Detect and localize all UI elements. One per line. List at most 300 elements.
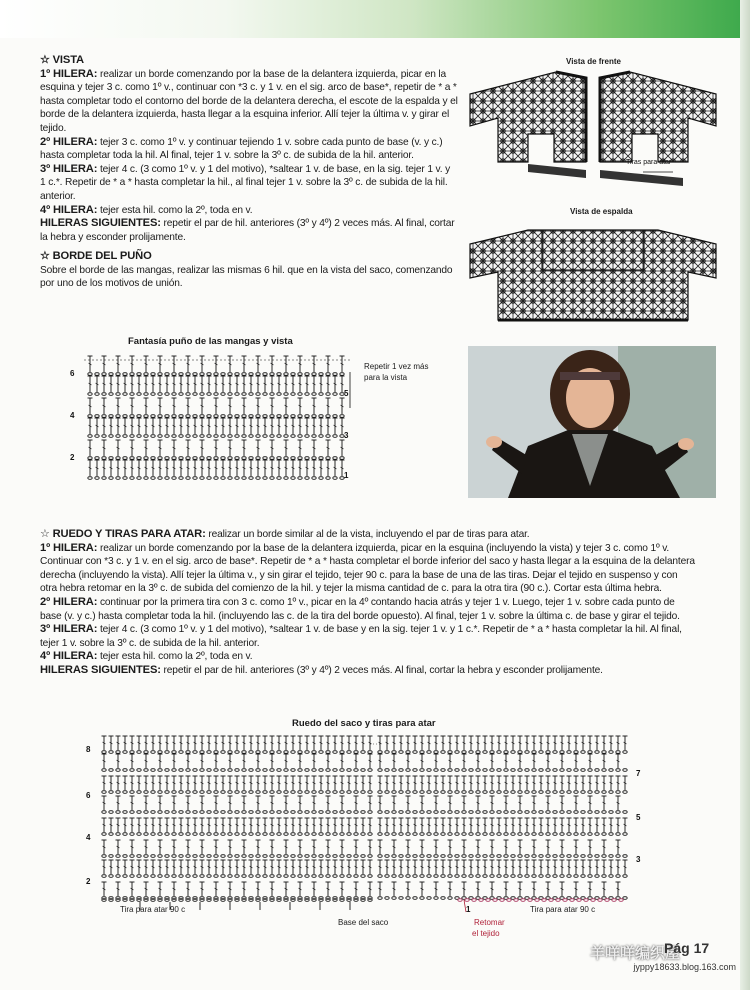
chain-stitch [179, 811, 183, 814]
chain-stitch [172, 435, 176, 438]
chain-stitch [137, 833, 141, 836]
chain-stitch [214, 477, 218, 480]
chain-stitch [144, 373, 148, 376]
chain-stitch [200, 393, 204, 396]
chain-stitch [574, 811, 578, 814]
chain-stitch [385, 811, 389, 814]
chain-stitch [605, 899, 609, 902]
chain-stitch [151, 373, 155, 376]
row-text: continuar por la primera tira con 3 c. como 1º v., picar en la 4º contando hacia atrás y tejer 1 v. Luego, tejer 1 v. sobre cada punto de base (v. y c.) hasta completar toda la hil. (incluyendo las c. de la tira del borde opuesto). Al final, tejer 1 v. sobre la última c. de base y girar el tejido. [40, 596, 680, 622]
chain-stitch [518, 875, 522, 878]
vista-heading [40, 54, 458, 68]
chain-stitch [312, 833, 316, 836]
chain-stitch [221, 899, 225, 902]
chain-stitch [609, 833, 613, 836]
chain-stitch [165, 875, 169, 878]
row-number-left: 4 [86, 833, 91, 842]
chain-stitch [483, 811, 487, 814]
chain-stitch [130, 457, 134, 460]
chain-stitch [378, 833, 382, 836]
chain-stitch [200, 811, 204, 814]
chain-stitch [137, 751, 141, 754]
chain-stitch [298, 373, 302, 376]
chain-stitch [270, 477, 274, 480]
chain-stitch [413, 833, 417, 836]
chain-stitch [207, 373, 211, 376]
chain-stitch [186, 875, 190, 878]
chain-stitch [235, 875, 239, 878]
chain-stitch [165, 477, 169, 480]
chain-stitch [130, 899, 134, 902]
chain-stitch [277, 811, 281, 814]
chain-stitch [270, 769, 274, 772]
chain-stitch [392, 811, 396, 814]
chain-stitch [427, 769, 431, 772]
chain-stitch [504, 791, 508, 794]
chain-stitch [525, 855, 529, 858]
chain-stitch [235, 477, 239, 480]
chain-stitch [193, 457, 197, 460]
chain-stitch [602, 769, 606, 772]
chain-stitch [312, 855, 316, 858]
chain-stitch [228, 833, 232, 836]
chain-stitch [560, 875, 564, 878]
chain-stitch [137, 811, 141, 814]
cuff-chart-caption: Fantasía puño de las mangas y vista [128, 336, 293, 347]
chain-stitch [214, 415, 218, 418]
chain-stitch [385, 751, 389, 754]
chain-stitch [291, 899, 295, 902]
chain-stitch [574, 751, 578, 754]
chain-stitch [207, 457, 211, 460]
chain-stitch [326, 811, 330, 814]
chain-stitch [116, 833, 120, 836]
chain-stitch [256, 833, 260, 836]
chain-stitch [270, 833, 274, 836]
chain-stitch [497, 855, 501, 858]
chain-stitch [368, 791, 372, 794]
row-label: 4º HILERA: [40, 203, 98, 216]
chain-stitch [619, 899, 623, 902]
chain-stitch [368, 769, 372, 772]
puno-section [40, 250, 458, 291]
chain-stitch [235, 373, 239, 376]
chain-stitch [200, 415, 204, 418]
chain-stitch [546, 751, 550, 754]
chain-stitch [242, 457, 246, 460]
chain-stitch [504, 769, 508, 772]
chain-stitch [476, 769, 480, 772]
chain-stitch [609, 855, 613, 858]
back-view-schematic [468, 216, 718, 328]
chain-stitch [291, 811, 295, 814]
chain-stitch [130, 811, 134, 814]
chain-stitch [581, 855, 585, 858]
chain-stitch [420, 769, 424, 772]
chain-stitch [186, 833, 190, 836]
chain-stitch [186, 751, 190, 754]
chain-stitch [228, 875, 232, 878]
chain-stitch [427, 811, 431, 814]
chain-stitch [284, 751, 288, 754]
chain-stitch [172, 457, 176, 460]
chain-stitch [347, 811, 351, 814]
chain-stitch [284, 855, 288, 858]
chain-stitch [319, 751, 323, 754]
chain-stitch [270, 855, 274, 858]
chain-stitch [249, 751, 253, 754]
chain-stitch [242, 769, 246, 772]
chain-stitch [476, 811, 480, 814]
chain-stitch [455, 791, 459, 794]
chain-stitch [354, 875, 358, 878]
row-number-right: 1 [466, 905, 471, 914]
chain-stitch [256, 393, 260, 396]
chain-stitch [455, 833, 459, 836]
chain-stitch [483, 751, 487, 754]
chain-stitch [392, 833, 396, 836]
chain-stitch [553, 811, 557, 814]
chain-stitch [291, 791, 295, 794]
chain-stitch [420, 811, 424, 814]
chain-stitch [504, 855, 508, 858]
chain-stitch [130, 791, 134, 794]
chain-stitch [570, 899, 574, 902]
chain-stitch [235, 899, 239, 902]
row-number-right: 1 [344, 471, 349, 480]
chain-stitch [221, 833, 225, 836]
chain-stitch [242, 833, 246, 836]
chain-stitch [483, 791, 487, 794]
chain-stitch [462, 875, 466, 878]
chain-stitch [333, 435, 337, 438]
chain-stitch [179, 435, 183, 438]
chain-stitch [581, 833, 585, 836]
chain-stitch [347, 791, 351, 794]
chain-stitch [130, 833, 134, 836]
chain-stitch [563, 899, 567, 902]
chain-stitch [144, 751, 148, 754]
chain-stitch [235, 415, 239, 418]
chain-stitch [476, 833, 480, 836]
chain-stitch [137, 415, 141, 418]
chain-stitch [186, 415, 190, 418]
chain-stitch [347, 855, 351, 858]
chain-stitch [497, 769, 501, 772]
chain-stitch [165, 751, 169, 754]
chain-stitch [560, 833, 564, 836]
row-number-left: 6 [70, 369, 75, 378]
row-number-left: 2 [70, 453, 75, 462]
chain-stitch [249, 477, 253, 480]
chain-stitch [109, 373, 113, 376]
chain-stitch [574, 833, 578, 836]
chain-stitch [333, 791, 337, 794]
chain-stitch [123, 393, 127, 396]
chain-stitch [305, 791, 309, 794]
chain-stitch [609, 811, 613, 814]
chain-stitch [319, 477, 323, 480]
cuff-repeat-note-line2: para la vista [364, 373, 408, 382]
ruedo-row1 [40, 542, 696, 596]
chain-stitch [179, 457, 183, 460]
chain-stitch [263, 833, 267, 836]
chain-stitch [420, 855, 424, 858]
hem-chart-caption: Ruedo del saco y tiras para atar [292, 718, 436, 729]
chain-stitch [378, 811, 382, 814]
chain-stitch [158, 435, 162, 438]
chain-stitch [483, 769, 487, 772]
chain-stitch [490, 811, 494, 814]
chain-stitch [172, 791, 176, 794]
chain-stitch [102, 769, 106, 772]
chain-stitch [546, 855, 550, 858]
chain-stitch [602, 751, 606, 754]
chain-stitch [158, 875, 162, 878]
chain-stitch [539, 751, 543, 754]
chain-stitch [242, 435, 246, 438]
chain-stitch [186, 811, 190, 814]
chain-stitch [553, 855, 557, 858]
chain-stitch [312, 477, 316, 480]
chain-stitch [137, 457, 141, 460]
chain-stitch [462, 751, 466, 754]
chain-stitch [214, 791, 218, 794]
chain-stitch [305, 373, 309, 376]
chain-stitch [385, 769, 389, 772]
chain-stitch [109, 435, 113, 438]
chain-stitch [347, 899, 351, 902]
chain-stitch [525, 751, 529, 754]
chain-stitch [602, 791, 606, 794]
chain-stitch [441, 791, 445, 794]
chain-stitch [483, 875, 487, 878]
chain-stitch [539, 769, 543, 772]
chain-stitch [165, 833, 169, 836]
chain-stitch [200, 435, 204, 438]
chain-stitch [312, 435, 316, 438]
chain-stitch [298, 791, 302, 794]
chain-stitch [399, 769, 403, 772]
chain-stitch [263, 811, 267, 814]
page-spine-edge [740, 0, 750, 990]
row-text: realizar un borde comenzando por la base de la delantera izquierda, picar en la esquina (incluyendo la vista) y tejer 3 c. como 1º v. Continuar con *3 c. y 1 v. en el sig. arco de base*. Repetir de * a * hasta completar el borde inferior del saco y hasta llegar a la esquina de la delantera derecha (incluyendo la vista). Allí tejer la última v., y sin girar el tejido, tejer 90 c. para la base de una de las tiras. Dejar el tejido en suspenso y con otra hebra retomar en la 3º c. de subida del comienzo de la hil. y tejer la misma cantidad de c. para la otra tira (90 c.). Cortar esta última hebra. [40, 542, 695, 595]
chain-stitch [326, 435, 330, 438]
chain-stitch [581, 791, 585, 794]
chain-stitch [361, 769, 365, 772]
chain-stitch [581, 769, 585, 772]
chain-stitch [532, 833, 536, 836]
chain-stitch [151, 875, 155, 878]
chain-stitch [521, 899, 525, 902]
chain-stitch [623, 833, 627, 836]
chain-stitch [378, 897, 382, 900]
chain-stitch [546, 791, 550, 794]
chain-stitch [179, 393, 183, 396]
chain-stitch [385, 897, 389, 900]
chain-stitch [263, 435, 267, 438]
chain-stitch [623, 897, 627, 900]
chain-stitch [305, 833, 309, 836]
chain-stitch [207, 751, 211, 754]
chain-stitch [102, 899, 106, 902]
chain-stitch [567, 791, 571, 794]
chain-stitch [172, 769, 176, 772]
hem-stitch-chart [80, 734, 660, 920]
chain-stitch [340, 811, 344, 814]
chain-stitch [354, 833, 358, 836]
chain-stitch [116, 751, 120, 754]
chain-stitch [102, 875, 106, 878]
chain-stitch [193, 769, 197, 772]
chain-stitch [413, 811, 417, 814]
chain-stitch [123, 833, 127, 836]
front-view-caption: Vista de frente [566, 57, 621, 66]
chain-stitch [326, 833, 330, 836]
chain-stitch [130, 373, 134, 376]
chain-stitch [602, 811, 606, 814]
chain-stitch [151, 791, 155, 794]
chain-stitch [347, 833, 351, 836]
chain-stitch [242, 393, 246, 396]
chain-stitch [312, 811, 316, 814]
chain-stitch [326, 855, 330, 858]
chain-stitch [116, 855, 120, 858]
chain-stitch [319, 435, 323, 438]
chain-stitch [616, 833, 620, 836]
chain-stitch [200, 833, 204, 836]
chain-stitch [333, 393, 337, 396]
ruedo-title: RUEDO Y TIRAS PARA ATAR: [52, 528, 206, 540]
chain-stitch [458, 899, 462, 902]
chain-stitch [144, 791, 148, 794]
chain-stitch [567, 751, 571, 754]
chain-stitch [95, 393, 99, 396]
chain-stitch [462, 791, 466, 794]
chain-stitch [518, 791, 522, 794]
chain-stitch [378, 875, 382, 878]
chain-stitch [144, 477, 148, 480]
chain-stitch [298, 855, 302, 858]
chain-stitch [130, 477, 134, 480]
chain-stitch [186, 457, 190, 460]
chain-stitch [525, 875, 529, 878]
chain-stitch [490, 833, 494, 836]
chain-stitch [623, 751, 627, 754]
chain-stitch [270, 457, 274, 460]
chain-stitch [455, 855, 459, 858]
chain-stitch [326, 477, 330, 480]
chain-stitch [497, 875, 501, 878]
chain-stitch [455, 811, 459, 814]
chain-stitch [172, 415, 176, 418]
chain-stitch [553, 751, 557, 754]
chain-stitch [385, 855, 389, 858]
chain-stitch [532, 875, 536, 878]
chain-stitch [514, 899, 518, 902]
chain-stitch [249, 899, 253, 902]
chain-stitch [368, 855, 372, 858]
chain-stitch [151, 393, 155, 396]
chain-stitch [186, 373, 190, 376]
chain-stitch [130, 769, 134, 772]
ruedo-section [40, 528, 696, 678]
chain-stitch [553, 875, 557, 878]
chain-stitch [511, 811, 515, 814]
chain-stitch [455, 751, 459, 754]
chain-stitch [455, 875, 459, 878]
chain-stitch [116, 457, 120, 460]
chain-stitch [392, 875, 396, 878]
chain-stitch [123, 457, 127, 460]
chain-stitch [193, 791, 197, 794]
chain-stitch [553, 791, 557, 794]
row-text: repetir el par de hil. anteriores (3º y 4º) 2 veces más. Al final, cortar la hebra y esconder prolijamente. [40, 218, 455, 243]
chain-stitch [228, 415, 232, 418]
chain-stitch [95, 415, 99, 418]
chain-stitch [399, 751, 403, 754]
chain-stitch [256, 811, 260, 814]
chain-stitch [109, 415, 113, 418]
chain-stitch [490, 769, 494, 772]
chain-stitch [469, 833, 473, 836]
chain-stitch [263, 373, 267, 376]
chain-stitch [378, 791, 382, 794]
chain-stitch [312, 875, 316, 878]
chain-stitch [284, 769, 288, 772]
chain-stitch [298, 899, 302, 902]
chain-stitch [483, 855, 487, 858]
chain-stitch [354, 855, 358, 858]
chain-stitch [469, 751, 473, 754]
row-text: tejer esta hil. como la 2º, toda en v. [97, 204, 253, 216]
chain-stitch [581, 811, 585, 814]
chain-stitch [207, 899, 211, 902]
chain-stitch [109, 769, 113, 772]
chain-stitch [305, 899, 309, 902]
chain-stitch [207, 415, 211, 418]
chain-stitch [441, 897, 445, 900]
chain-stitch [511, 791, 515, 794]
chain-stitch [207, 435, 211, 438]
chain-stitch [277, 875, 281, 878]
chain-stitch [179, 791, 183, 794]
chain-stitch [406, 769, 410, 772]
chain-stitch [214, 855, 218, 858]
vista-title: VISTA [52, 54, 84, 66]
chain-stitch [469, 791, 473, 794]
chain-stitch [420, 875, 424, 878]
chain-stitch [291, 855, 295, 858]
chain-stitch [616, 875, 620, 878]
chain-stitch [298, 751, 302, 754]
chain-stitch [340, 457, 344, 460]
chain-stitch [186, 435, 190, 438]
chain-stitch [298, 811, 302, 814]
chain-stitch [420, 897, 424, 900]
chain-stitch [535, 899, 539, 902]
chain-stitch [434, 875, 438, 878]
chain-stitch [214, 769, 218, 772]
chain-stitch [361, 899, 365, 902]
chain-stitch [137, 769, 141, 772]
chain-stitch [242, 751, 246, 754]
chain-stitch [413, 855, 417, 858]
chain-stitch [158, 373, 162, 376]
chain-stitch [518, 811, 522, 814]
chain-stitch [588, 811, 592, 814]
chain-stitch [284, 875, 288, 878]
